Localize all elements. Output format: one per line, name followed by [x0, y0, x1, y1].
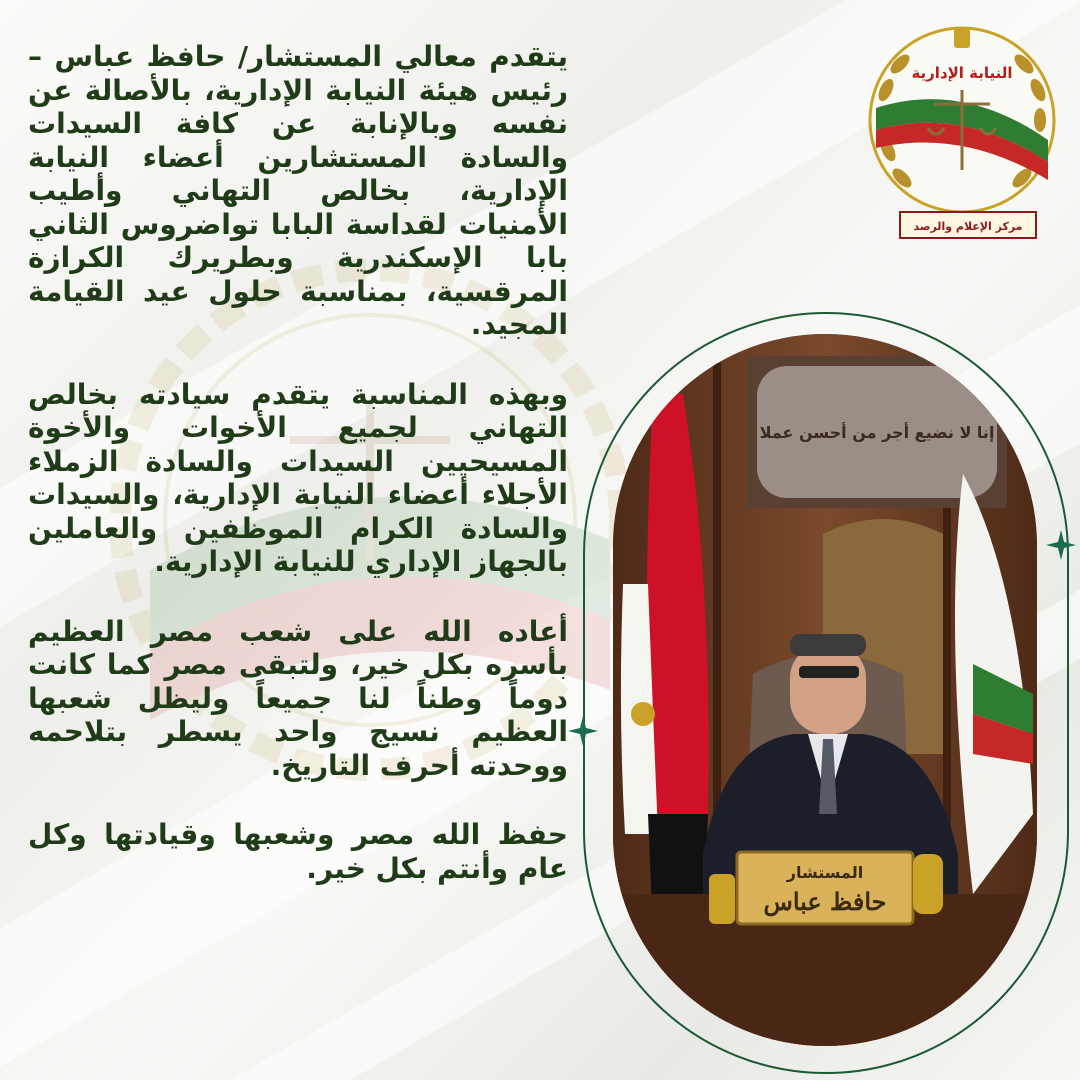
logo-ribbon: مركز الإعلام والرصد — [913, 220, 1023, 233]
administrative-prosecution-logo — [864, 20, 1060, 250]
official-portrait — [613, 334, 1037, 1046]
svg-text:حافظ عباس: حافظ عباس — [763, 887, 887, 916]
svg-text:المستشار: المستشار — [786, 863, 864, 882]
eagle-icon — [954, 28, 970, 48]
logo-title: النيابة الإدارية — [911, 64, 1013, 82]
statement-text — [28, 40, 568, 885]
paragraph-1: يتقدم معالي المستشار/ حافظ عباس – رئيس هيئة النيابة الإدارية، بالأصالة عن نفسه وبالإنابة عن كافة السيدات والسادة المستشارين أعضاء النيابة الإدارية، بخالص التهاني وأطيب الأمنيات لقداسة البابا تواضروس الثاني بابا الإسكندرية وبطريرك الكرازة المرقسية، بمناسبة حلول عيد القيامة المجيد. — [28, 40, 568, 341]
nameplate — [737, 852, 913, 924]
sparkle-icon — [568, 716, 598, 746]
paragraph-3: أعاده الله على شعب مصر العظيم بأسره بكل خير، ولتبقى مصر كما كانت دوماً وطناً لنا جميعاً وليظل شعبها العظيم نسيج واحد يسطر بتلاحمه ووحدته أحرف التاريخ. — [28, 614, 568, 782]
sparkle-icon — [1046, 530, 1076, 560]
paragraph-2: وبهذه المناسبة يتقدم سيادته بخالص التهاني لجميع الأخوات والأخوة المسيحيين السيدات والسادة الزملاء الأجلاء أعضاء النيابة الإدارية، والسيدات والسادة الكرام الموظفين والعاملين بالجهاز الإداري للنيابة الإدارية. — [28, 377, 568, 578]
paragraph-4: حفظ الله مصر وشعبها وقيادتها وكل عام وأنتم بكل خير. — [28, 818, 568, 885]
svg-text:إنا لا نضيع أجر من أحسن عملا: إنا لا نضيع أجر من أحسن عملا — [759, 423, 995, 442]
